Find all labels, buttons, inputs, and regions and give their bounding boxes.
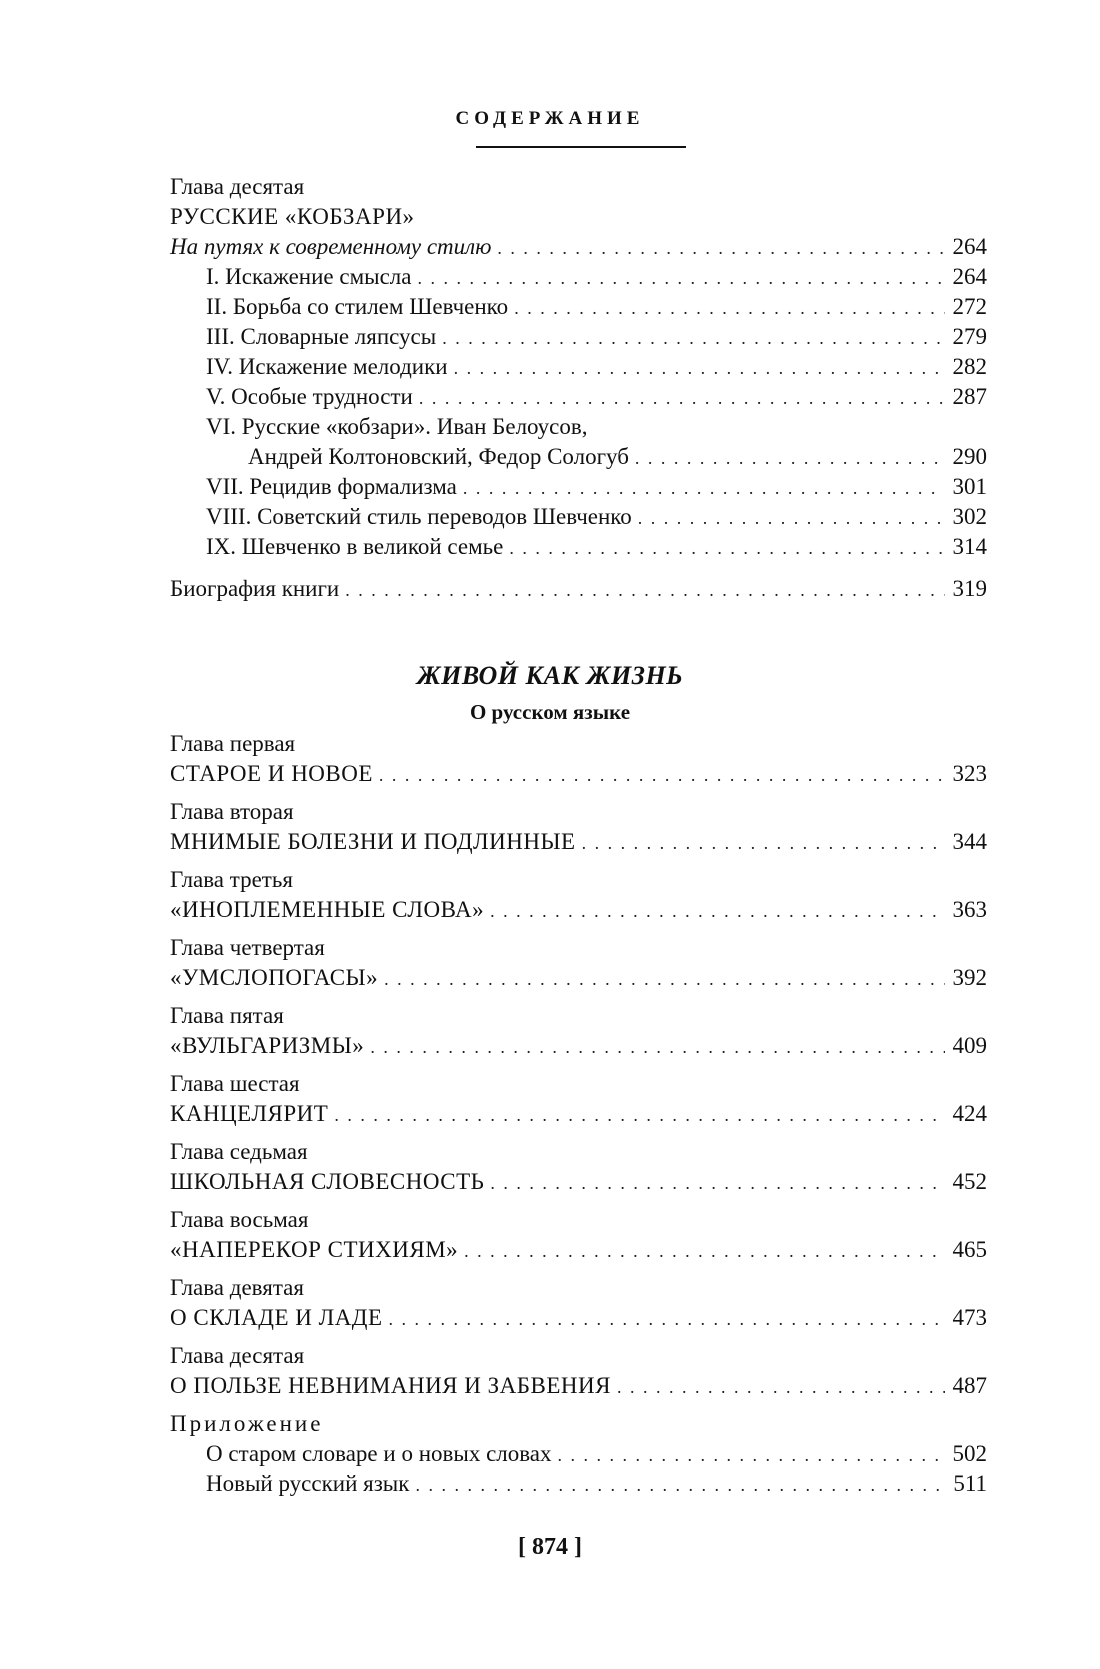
entry-title: МНИМЫЕ БОЛЕЗНИ И ПОДЛИННЫЕ (170, 829, 576, 854)
toc-entry-subtitle (170, 232, 987, 262)
toc-entry-chapter (170, 1167, 987, 1197)
toc-part2 (170, 729, 987, 1499)
dot-leader (617, 1372, 945, 1402)
header-rule (476, 146, 686, 148)
appendix-label: Приложение (170, 1411, 324, 1436)
entry-page: 279 (952, 324, 987, 349)
dot-leader (582, 828, 945, 858)
entry-page: 323 (952, 761, 987, 786)
chapter-label: Глава восьмая (170, 1207, 309, 1232)
dot-leader (463, 473, 945, 503)
entry-title: III. Словарные ляпсусы (206, 324, 437, 349)
toc-entry-biography (170, 574, 987, 604)
dot-leader (345, 575, 945, 605)
work-title: ЖИВОЙ КАК ЖИЗНЬ (416, 661, 684, 690)
entry-title: На путях к современному стилю (170, 234, 492, 259)
chapter-title: РУССКИЕ «КОБЗАРИ» (170, 204, 415, 229)
entry-page: 290 (952, 444, 987, 469)
running-header: СОДЕРЖАНИЕ (455, 108, 645, 129)
toc-entry-section (170, 472, 987, 502)
entry-title: «УМСЛОПОГАСЫ» (170, 965, 379, 990)
dot-leader (464, 1236, 945, 1266)
entry-page: 282 (952, 354, 987, 379)
entry-title: ШКОЛЬНАЯ СЛОВЕСНОСТЬ (170, 1169, 485, 1194)
chapter-label: Глава пятая (170, 1003, 284, 1028)
entry-page: 287 (952, 384, 987, 409)
dot-leader (638, 503, 945, 533)
dot-leader (635, 443, 945, 473)
dot-leader (418, 263, 946, 293)
entry-page: 314 (952, 534, 987, 559)
entry-title: Биография книги (170, 576, 340, 601)
entry-title: V. Особые трудности (206, 384, 413, 409)
toc-entry-section (170, 262, 987, 292)
dot-leader (497, 233, 945, 263)
toc-entry-section-line1: VI. Русские «кобзари». Иван Белоусов, (206, 414, 588, 439)
dot-leader (454, 353, 945, 383)
entry-title: II. Борьба со стилем Шевченко (206, 294, 509, 319)
entry-title: КАНЦЕЛЯРИТ (170, 1101, 329, 1126)
dot-leader (509, 533, 945, 563)
dot-leader (334, 1100, 945, 1130)
entry-page: 272 (952, 294, 987, 319)
entry-page: 502 (952, 1441, 987, 1466)
page-number: [ 874 ] (518, 1534, 582, 1560)
dot-leader (389, 1304, 945, 1334)
entry-title: «НАПЕРЕКОР СТИХИЯМ» (170, 1237, 459, 1262)
toc-entry-chapter (170, 963, 987, 993)
entry-page: 301 (952, 474, 987, 499)
entry-page: 452 (952, 1169, 987, 1194)
entry-title: О старом словаре и о новых словах (206, 1441, 552, 1466)
entry-title: VII. Рецидив формализма (206, 474, 457, 499)
entry-page: 344 (952, 829, 987, 854)
chapter-label: Глава шестая (170, 1071, 300, 1096)
entry-title: Новый русский язык (206, 1471, 410, 1496)
toc-entry-section (170, 442, 987, 472)
entry-page: 264 (952, 264, 987, 289)
toc-entry-chapter (170, 1099, 987, 1129)
entry-page: 465 (952, 1237, 987, 1262)
toc-entry-section (170, 502, 987, 532)
entry-title: IV. Искажение мелодики (206, 354, 448, 379)
toc-entry-chapter (170, 827, 987, 857)
chapter-label: Глава десятая (170, 174, 305, 199)
entry-page: 473 (952, 1305, 987, 1330)
entry-page: 392 (952, 965, 987, 990)
entry-page: 409 (952, 1033, 987, 1058)
dot-leader (490, 1168, 945, 1198)
entry-page: 264 (952, 234, 987, 259)
toc-entry-section (170, 322, 987, 352)
chapter-label: Глава десятая (170, 1343, 305, 1368)
chapter-label: Глава девятая (170, 1275, 304, 1300)
entry-page: 319 (952, 576, 987, 601)
chapter-label: Глава первая (170, 731, 296, 756)
toc-entry-section (170, 292, 987, 322)
entry-page: 302 (952, 504, 987, 529)
toc-entry-chapter (170, 895, 987, 925)
entry-title: Андрей Колтоновский, Федор Сологуб (248, 444, 629, 469)
entry-page: 487 (952, 1373, 987, 1398)
chapter-label: Глава вторая (170, 799, 294, 824)
entry-title: I. Искажение смысла (206, 264, 412, 289)
toc-entry-chapter (170, 759, 987, 789)
toc-entry-chapter (170, 1235, 987, 1265)
dot-leader (514, 293, 945, 323)
entry-title: VIII. Советский стиль переводов Шевченко (206, 504, 632, 529)
entry-title: О ПОЛЬЗЕ НЕВНИМАНИЯ И ЗАБВЕНИЯ (170, 1373, 611, 1398)
entry-title: «ИНОПЛЕМЕННЫЕ СЛОВА» (170, 897, 485, 922)
toc-entry-section (170, 382, 987, 412)
toc-entry-chapter (170, 1303, 987, 1333)
dot-leader (415, 1470, 945, 1500)
toc-part1 (170, 172, 987, 604)
toc-entry-chapter (170, 1031, 987, 1061)
toc-entry-section (170, 532, 987, 562)
entry-page: 363 (952, 897, 987, 922)
dot-leader (419, 383, 945, 413)
entry-title: «ВУЛЬГАРИЗМЫ» (170, 1033, 365, 1058)
entry-page: 424 (952, 1101, 987, 1126)
toc-entry-section (170, 352, 987, 382)
toc-entry-appendix (170, 1439, 987, 1469)
entry-title: О СКЛАДЕ И ЛАДЕ (170, 1305, 383, 1330)
dot-leader (442, 323, 945, 353)
dot-leader (558, 1440, 945, 1470)
dot-leader (490, 896, 945, 926)
chapter-label: Глава третья (170, 867, 293, 892)
toc-entry-appendix (170, 1469, 987, 1499)
dot-leader (370, 1032, 945, 1062)
entry-title: IX. Шевченко в великой семье (206, 534, 504, 559)
chapter-label: Глава седьмая (170, 1139, 308, 1164)
toc-entry-chapter (170, 1371, 987, 1401)
entry-title: СТАРОЕ И НОВОЕ (170, 761, 373, 786)
work-subtitle: О русском языке (469, 700, 631, 724)
dot-leader (379, 760, 945, 790)
dot-leader (384, 964, 945, 994)
chapter-label: Глава четвертая (170, 935, 325, 960)
entry-page: 511 (953, 1471, 987, 1496)
